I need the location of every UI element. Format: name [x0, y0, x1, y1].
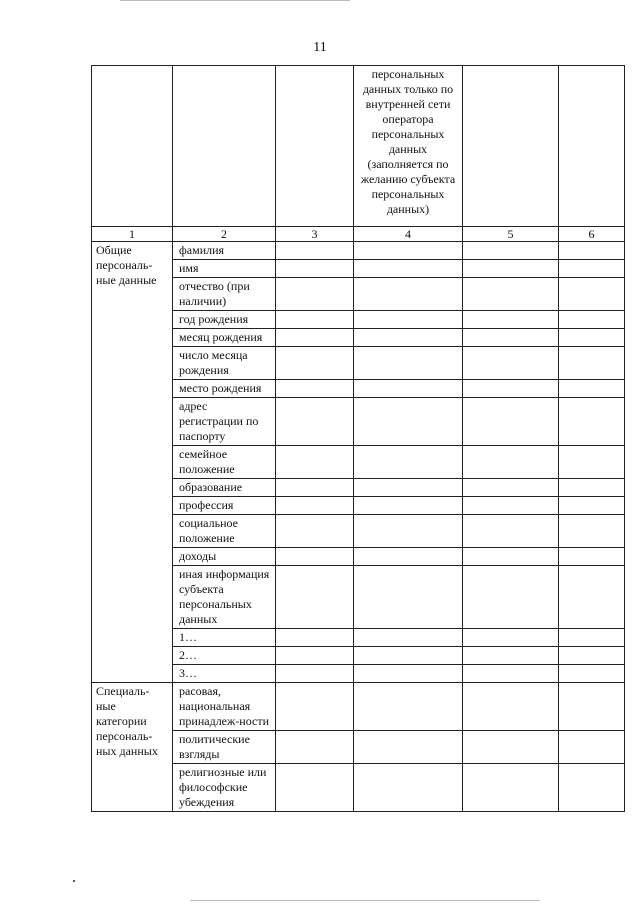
item-label: доходы: [173, 548, 276, 566]
item-label: религиозные или философские убеждения: [173, 764, 276, 812]
table-cell: [559, 629, 625, 647]
table-cell: [463, 347, 559, 380]
table-cell: [354, 479, 463, 497]
table-cell: [276, 665, 354, 683]
table-cell: [354, 497, 463, 515]
table-cell: [354, 329, 463, 347]
table-cell: [276, 380, 354, 398]
table-cell: [463, 683, 559, 731]
item-label: год рождения: [173, 311, 276, 329]
table-cell: [276, 278, 354, 311]
table-cell: [276, 311, 354, 329]
table-cell: [276, 242, 354, 260]
table-cell: [463, 278, 559, 311]
table-cell: [463, 566, 559, 629]
table-cell: [276, 497, 354, 515]
table-cell: [559, 515, 625, 548]
table-cell: [354, 629, 463, 647]
table-cell: [354, 446, 463, 479]
column-number: 1: [92, 227, 173, 242]
table-cell: [463, 731, 559, 764]
table-cell: [463, 66, 559, 227]
table-cell: [559, 380, 625, 398]
table-row: [92, 683, 625, 731]
table-cell: [559, 479, 625, 497]
column-number-row: [92, 227, 625, 242]
item-label: профессия: [173, 497, 276, 515]
table-cell: [354, 278, 463, 311]
table-cell: [354, 731, 463, 764]
table-cell: [463, 329, 559, 347]
table-cell: [559, 347, 625, 380]
table-cell: [276, 347, 354, 380]
table-cell: [559, 566, 625, 629]
continuation-row: [92, 66, 625, 227]
table-cell: [559, 497, 625, 515]
table-cell: [276, 329, 354, 347]
table-cell: [559, 278, 625, 311]
column-number: 5: [463, 227, 559, 242]
table-cell: [354, 548, 463, 566]
table-cell: [354, 683, 463, 731]
item-label: отчество (при наличии): [173, 278, 276, 311]
item-label: имя: [173, 260, 276, 278]
category-label: Общие персональ-ные данные: [92, 242, 173, 683]
table-cell: [276, 446, 354, 479]
table-cell: [559, 311, 625, 329]
table-cell: [559, 398, 625, 446]
table-cell: [276, 683, 354, 731]
item-label: фамилия: [173, 242, 276, 260]
table-cell: [173, 66, 276, 227]
table-cell: [276, 647, 354, 665]
table-cell: [559, 66, 625, 227]
table-cell: [463, 479, 559, 497]
column-number: 2: [173, 227, 276, 242]
table-cell: [92, 66, 173, 227]
table-cell: [354, 515, 463, 548]
table-cell: [354, 347, 463, 380]
table-cell: [463, 446, 559, 479]
table-cell: [559, 242, 625, 260]
table-cell: [559, 683, 625, 731]
table-cell: [276, 566, 354, 629]
table-cell: [276, 479, 354, 497]
table-cell: [463, 497, 559, 515]
table-cell: [559, 260, 625, 278]
item-label: образование: [173, 479, 276, 497]
table-cell: [354, 380, 463, 398]
table-cell: [276, 515, 354, 548]
table-cell: [276, 764, 354, 812]
category-label: Специаль-ные категории персональ-ных данных: [92, 683, 173, 812]
item-label: 3…: [173, 665, 276, 683]
continuation-text: персональных данных только по внутренней сети оператора персональных данных (заполняется по желанию субъекта персональных данных): [354, 66, 463, 227]
table-cell: [354, 566, 463, 629]
item-label: адрес регистрации по паспорту: [173, 398, 276, 446]
table-cell: [276, 260, 354, 278]
table-row: [92, 242, 625, 260]
table-cell: [354, 665, 463, 683]
table-cell: [463, 665, 559, 683]
table-cell: [276, 629, 354, 647]
table-cell: [463, 515, 559, 548]
table-cell: [276, 548, 354, 566]
table-cell: [276, 66, 354, 227]
table-cell: [354, 260, 463, 278]
table-cell: [463, 311, 559, 329]
table-cell: [354, 311, 463, 329]
table-cell: [559, 329, 625, 347]
table-cell: [559, 647, 625, 665]
item-label: число месяца рождения: [173, 347, 276, 380]
item-label: политические взгляды: [173, 731, 276, 764]
table-body: [92, 66, 625, 812]
table-cell: [354, 242, 463, 260]
table-cell: [463, 548, 559, 566]
column-number: 4: [354, 227, 463, 242]
scan-speck: [73, 880, 75, 882]
table-cell: [559, 665, 625, 683]
item-label: месяц рождения: [173, 329, 276, 347]
table-cell: [463, 380, 559, 398]
page-number: 11: [313, 40, 327, 55]
table-cell: [559, 764, 625, 812]
table-cell: [463, 242, 559, 260]
item-label: 1…: [173, 629, 276, 647]
table-cell: [463, 629, 559, 647]
table-cell: [354, 647, 463, 665]
table-cell: [354, 764, 463, 812]
table-cell: [463, 764, 559, 812]
item-label: расовая, национальная принадлеж-ности: [173, 683, 276, 731]
table-cell: [463, 647, 559, 665]
table-cell: [276, 398, 354, 446]
scan-edge-top: [120, 0, 350, 1]
table-cell: [559, 548, 625, 566]
item-label: социальное положение: [173, 515, 276, 548]
item-label: иная информация субъекта персональных данных: [173, 566, 276, 629]
table-cell: [559, 731, 625, 764]
column-number: 6: [559, 227, 625, 242]
table-cell: [463, 260, 559, 278]
scan-edge-bottom: [190, 900, 540, 901]
table-cell: [463, 398, 559, 446]
table-cell: [354, 398, 463, 446]
item-label: место рождения: [173, 380, 276, 398]
personal-data-table: [91, 65, 625, 812]
table-cell: [276, 731, 354, 764]
column-number: 3: [276, 227, 354, 242]
item-label: семейное положение: [173, 446, 276, 479]
table-cell: [559, 446, 625, 479]
item-label: 2…: [173, 647, 276, 665]
